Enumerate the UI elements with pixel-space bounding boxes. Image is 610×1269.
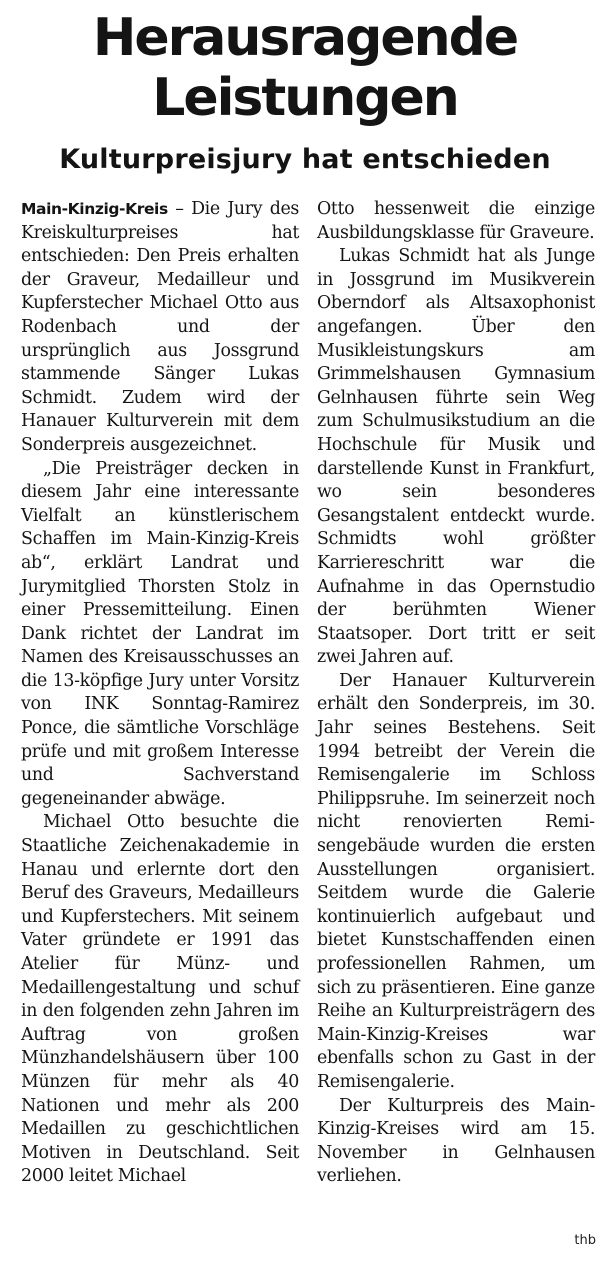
headline-line-1: Herausragende [92,8,518,68]
paragraph-3: Michael Otto besuchte die Staatliche Zeichenakademie in Hanau und erlernte dort den Beruf des Graveurs, Medailleurs und Kupferstechers. Mit seinem Vater gründete er 1991 das Atelier für Münz- und Medaillengestaltung und schuf in den folgenden zehn Jahren im Auftrag von großen Münzhandelshäusern über 100 Münzen für mehr als 40 Nationen und mehr als 200 Medaillen zu geschichtlichen Motiven in Deutschland. Seit 2000 leitet Michael [21,812,299,1187]
dateline-dash: – [167,199,192,219]
dateline: Main-Kinzig-Kreis [21,200,168,218]
headline [0,0,610,128]
paragraph-5: Der Hanauer Kulturverein erhält den Sonderpreis, im 30. Jahr seines Bestehens. Seit 1994 betreibt der Verein die Remisengalerie im Schloss Philippsruhe. Im seinerzeit noch nicht renovierten Remisengebäude wurden die ersten Ausstellungen organisiert. Seitdem wurde die Galerie kontinuierlich aufgebaut und bietet Kunstschaffenden einen professionellen Rahmen, um sich zu präsentieren. Eine ganze Reihe an Kulturpreisträgern des Main-Kinzig-Kreises war ebenfalls schon zu Gast in der Remisengalerie. [317,670,595,1092]
paragraph-3-continued: Otto hessenweit die einzige Ausbildungsklasse für Graveure. [317,199,595,243]
headline-line-2: Leistungen [152,68,458,128]
subheadline: Kulturpreisjury hat entschieden [59,144,551,175]
author-initials: thb [574,1233,596,1248]
paragraph-4: Lukas Schmidt hat als Junge in Jossgrund im Musikverein Oberndorf als Altsaxophonist angefangen. Über den Musikleistungskurs am Grimmelshausen Gymnasium Gelnhausen führte sein Weg zum Schulmusikstudium an die Hochschule für Musik und darstellende Kunst in Frankfurt, wo sein besonderes Gesangstalent entdeckt wurde. Schmidts wohl größter Karriereschritt war die Aufnahme in das Opernstudio der berühmten Wiener Staatsoper. Dort tritt er seit zwei Jahren auf. [317,246,595,668]
paragraph-1-text: Die Jury des Kreiskulturpreises hat entschieden: Den Preis erhalten der Graveur, Medailleur und Kupferstecher Michael Otto aus Rodenbach und der ursprünglich aus Jossgrund stammende Sänger Lukas Schmidt. Zudem wird der Hanauer Kulturverein mit dem Sonderpreis ausgezeichnet. [21,199,299,455]
paragraph-2: „Die Preisträger decken in diesem Jahr eine interessante Vielfalt an künstlerischem Schaffen im Main-Kinzig-Kreis ab“, erklärt Landrat und Jurymitglied Thorsten Stolz in einer Pressemitteilung. Einen Dank richtet der Landrat im Namen des Kreisausschusses an die 13-köpfige Jury unter Vorsitz von INK Sonntag-Ramirez Ponce, die sämtliche Vorschläge prüfe und mit großem Interesse und Sachverstand gegeneinander abwäge. [21,458,299,809]
paragraph-6: Der Kulturpreis des Main-Kinzig-Kreises wird am 15. November in Gelnhausen verliehen. [317,1095,595,1187]
paragraph-1 [21,198,299,458]
article-column-right [317,198,595,1189]
article-column-left [21,198,299,1189]
